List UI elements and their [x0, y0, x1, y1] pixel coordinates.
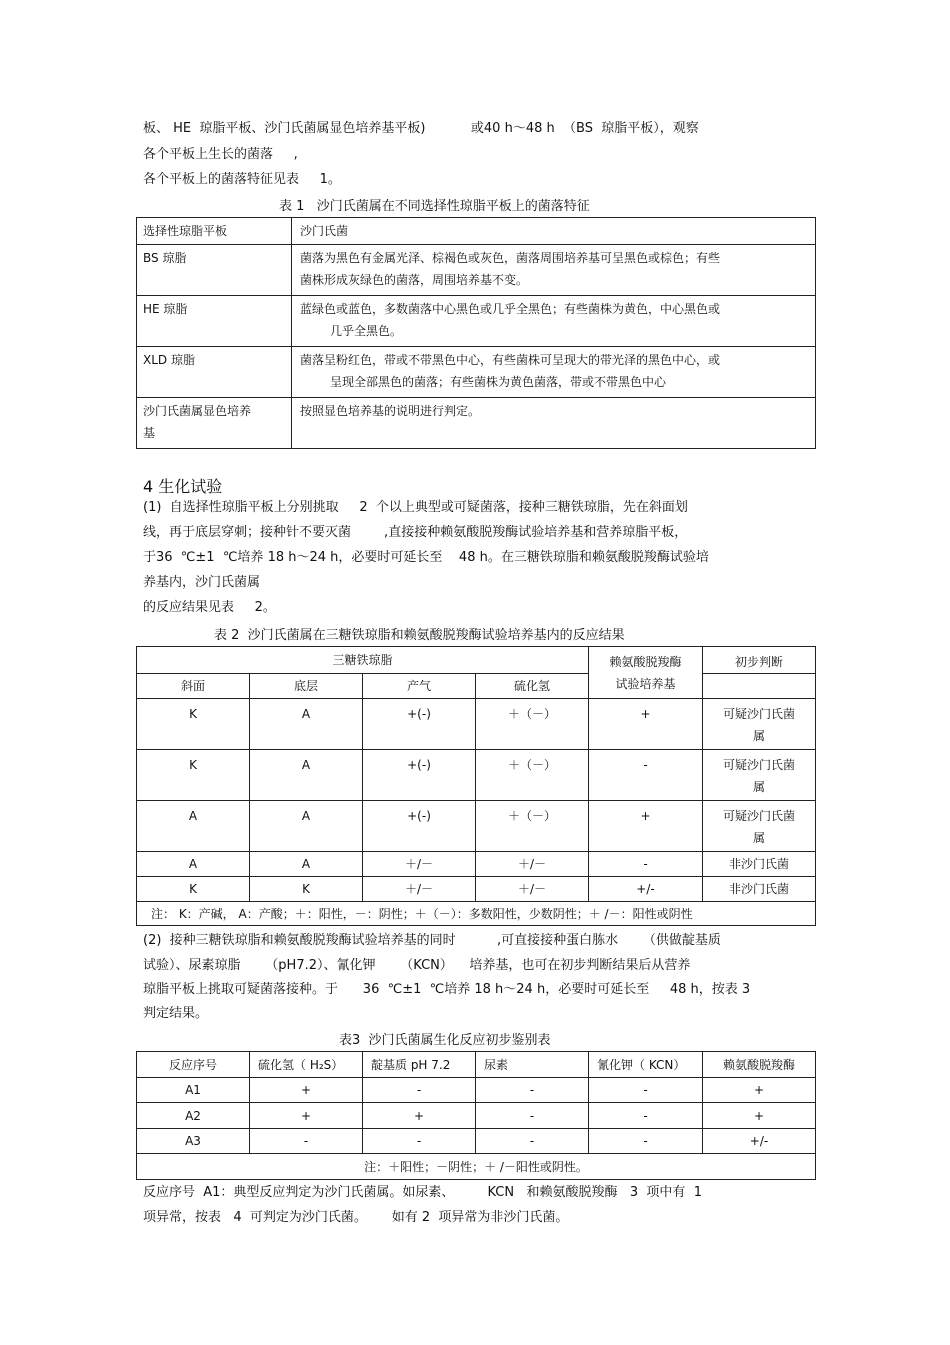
table1-caption: 表 1 沙门氏菌属在不同选择性琼脂平板上的菌落特征: [279, 199, 590, 214]
table1: [136, 217, 816, 449]
intro-line-3: 各个平板上的菌落特征见表 1。: [143, 172, 341, 187]
table-row: [137, 1129, 816, 1154]
table2-cell: 可疑沙门氏菌 属: [703, 801, 816, 852]
table2-subheader: 底层: [250, 674, 363, 699]
table2-cell: 可疑沙门氏菌 属: [703, 750, 816, 801]
table3-cell: -: [363, 1078, 476, 1103]
table-row: [137, 647, 816, 674]
table1-header-plate: 选择性琼脂平板: [137, 218, 292, 245]
table-row: [137, 801, 816, 852]
table-row: [137, 902, 816, 926]
table3-cell: +: [363, 1103, 476, 1129]
table-row: [137, 1154, 816, 1180]
intro-line-2: 各个平板上生长的菌落 ,: [143, 147, 298, 162]
table3-cell: -: [363, 1129, 476, 1154]
section4-para-line: 养基内，沙门氏菌属: [143, 575, 261, 590]
table1-cell: 沙门氏菌属显色培养 基: [137, 398, 292, 449]
conclusion-line: 项异常，按表 4 可判定为沙门氏菌。 如有 2 项异常为非沙门氏菌。: [143, 1210, 569, 1225]
table2-cell: +: [589, 801, 703, 852]
table2-cell: 非沙门氏菌: [703, 877, 816, 902]
table3-cell: +: [703, 1078, 816, 1103]
table1-header-salmonella: 沙门氏菌: [292, 218, 816, 245]
intro-line-1: 板、 HE 琼脂平板、沙门氏菌属显色培养基平板) 或40 h～48 h （BS 琼脂平板），观察: [143, 121, 699, 136]
table2-cell: 非沙门氏菌: [703, 852, 816, 877]
table3-cell: -: [250, 1129, 363, 1154]
section4-para-line: (1) 自选择性琼脂平板上分别挑取 2 个以上典型或可疑菌落，接种三糖铁琼脂，先在斜面划: [143, 500, 688, 515]
section-heading: 4 生化试验: [143, 477, 223, 496]
table3-cell: A2: [137, 1103, 250, 1129]
para2-line: 试验）、尿素琼脂 （pH7.2）、氰化钾 （KCN） 培养基，也可在初步判断结果后从营养: [143, 958, 691, 973]
table2-cell: +(-): [363, 750, 476, 801]
table-row: [137, 347, 816, 398]
table2-cell: ＋（－）: [476, 699, 589, 750]
table3-cell: -: [589, 1078, 703, 1103]
table2-group-header: 三糖铁琼脂: [137, 647, 589, 674]
table-row: [137, 245, 816, 296]
table2-cell: ＋/－: [476, 852, 589, 877]
table3-header: 氰化钾（ KCN）: [589, 1052, 703, 1078]
table1-cell: BS 琼脂: [137, 245, 292, 296]
table2-cell: +(-): [363, 801, 476, 852]
section4-para-line: 于36 ℃±1 ℃培养 18 h～24 h，必要时可延长至 48 h。在三糖铁琼脂和赖氨酸脱羧酶试验培: [143, 550, 709, 565]
table-row: [137, 398, 816, 449]
table2-cell: A: [137, 852, 250, 877]
table3-cell: +: [250, 1103, 363, 1129]
table3-cell: -: [476, 1103, 589, 1129]
table2-subheader: 斜面: [137, 674, 250, 699]
table2-cell: A: [137, 801, 250, 852]
table-row: [137, 1052, 816, 1078]
table2-cell: ＋（－）: [476, 801, 589, 852]
table3-header: 靛基质 pH 7.2: [363, 1052, 476, 1078]
table1-cell: 菌落呈粉红色，带或不带黑色中心，有些菌株可呈现大的带光泽的黑色中心，或 呈现全部黑色的菌落；有些菌株为黄色菌落，带或不带黑色中心: [292, 347, 816, 398]
para2-line: 琼脂平板上挑取可疑菌落接种。于 36 ℃±1 ℃培养 18 h～24 h，必要时可延长至 48 h，按表 3: [143, 982, 751, 997]
table2-cell: [703, 674, 816, 699]
table2-cell: 可疑沙门氏菌 属: [703, 699, 816, 750]
para2-line: (2) 接种三糖铁琼脂和赖氨酸脱羧酶试验培养基的同时 ,可直接接种蛋白胨水 （供做靛基质: [143, 933, 721, 948]
table3-cell: A1: [137, 1078, 250, 1103]
table-row: [137, 852, 816, 877]
table2-cell: +/-: [589, 877, 703, 902]
table-row: [137, 699, 816, 750]
table3-header: 赖氨酸脱羧酶: [703, 1052, 816, 1078]
table-row: [137, 750, 816, 801]
table2-cell: A: [250, 750, 363, 801]
table2-cell: +(-): [363, 699, 476, 750]
table2-cell: ＋（－）: [476, 750, 589, 801]
table2-caption: 表 2 沙门氏菌属在三糖铁琼脂和赖氨酸脱羧酶试验培养基内的反应结果: [214, 628, 625, 643]
section4-para-line: 的反应结果见表 2。: [143, 600, 276, 615]
table2-lysine-header: 赖氨酸脱羧酶 试验培养基: [589, 647, 703, 699]
table2-cell: +: [589, 699, 703, 750]
table2-cell: ＋/－: [363, 852, 476, 877]
table3-header: 尿素: [476, 1052, 589, 1078]
table3-note: 注：＋阳性；－阴性；＋ /－阳性或阴性。: [137, 1154, 816, 1180]
table-row: [137, 877, 816, 902]
table2-subheader: 产气: [363, 674, 476, 699]
table2-cell: A: [250, 801, 363, 852]
table3-header: 反应序号: [137, 1052, 250, 1078]
table3-cell: -: [476, 1129, 589, 1154]
table-row: [137, 674, 816, 699]
table3-cell: -: [476, 1078, 589, 1103]
table2-cell: K: [250, 877, 363, 902]
table2-cell: ＋/－: [363, 877, 476, 902]
table2-cell: A: [250, 852, 363, 877]
table2-cell: K: [137, 877, 250, 902]
table1-cell: HE 琼脂: [137, 296, 292, 347]
table3-cell: -: [589, 1129, 703, 1154]
table3-cell: +: [703, 1103, 816, 1129]
table3: [136, 1051, 816, 1180]
table-row: [137, 1078, 816, 1103]
table2-note: 注： K：产碱， A：产酸；＋：阳性，－：阴性；＋（－）：多数阳性，少数阴性；＋ /－：阳性或阴性: [137, 902, 816, 926]
table3-caption: 表3 沙门氏菌属生化反应初步鉴别表: [339, 1033, 551, 1048]
table2-cell: K: [137, 750, 250, 801]
table3-cell: A3: [137, 1129, 250, 1154]
conclusion-line: 反应序号 A1：典型反应判定为沙门氏菌属。如尿素、 KCN 和赖氨酸脱羧酶 3 项中有 1: [143, 1185, 702, 1200]
table-row: [137, 218, 816, 245]
table2-cell: A: [250, 699, 363, 750]
table2-cell: ＋/－: [476, 877, 589, 902]
table3-cell: +: [250, 1078, 363, 1103]
section4-para-line: 线，再于底层穿刺；接种针不要灭菌 ,直接接种赖氨酸脱羧酶试验培养基和营养琼脂平板，: [143, 525, 688, 540]
table2: [136, 646, 816, 926]
table2-judge-header: 初步判断: [703, 647, 816, 674]
table1-cell: 按照显色培养基的说明进行判定。: [292, 398, 816, 449]
table2-cell: K: [137, 699, 250, 750]
table1-cell: 蓝绿色或蓝色，多数菌落中心黑色或几乎全黑色；有些菌株为黄色，中心黑色或 几乎全黑色。: [292, 296, 816, 347]
table-row: [137, 296, 816, 347]
table3-header: 硫化氢（ H₂S）: [250, 1052, 363, 1078]
table2-cell: -: [589, 750, 703, 801]
table3-cell: +/-: [703, 1129, 816, 1154]
table-row: [137, 1103, 816, 1129]
table2-cell: -: [589, 852, 703, 877]
table3-cell: -: [589, 1103, 703, 1129]
table1-cell: 菌落为黑色有金属光泽、棕褐色或灰色，菌落周围培养基可呈黑色或棕色；有些 菌株形成灰绿色的菌落，周围培养基不变。: [292, 245, 816, 296]
table1-cell: XLD 琼脂: [137, 347, 292, 398]
table2-subheader: 硫化氢: [476, 674, 589, 699]
para2-line: 判定结果。: [143, 1006, 209, 1021]
